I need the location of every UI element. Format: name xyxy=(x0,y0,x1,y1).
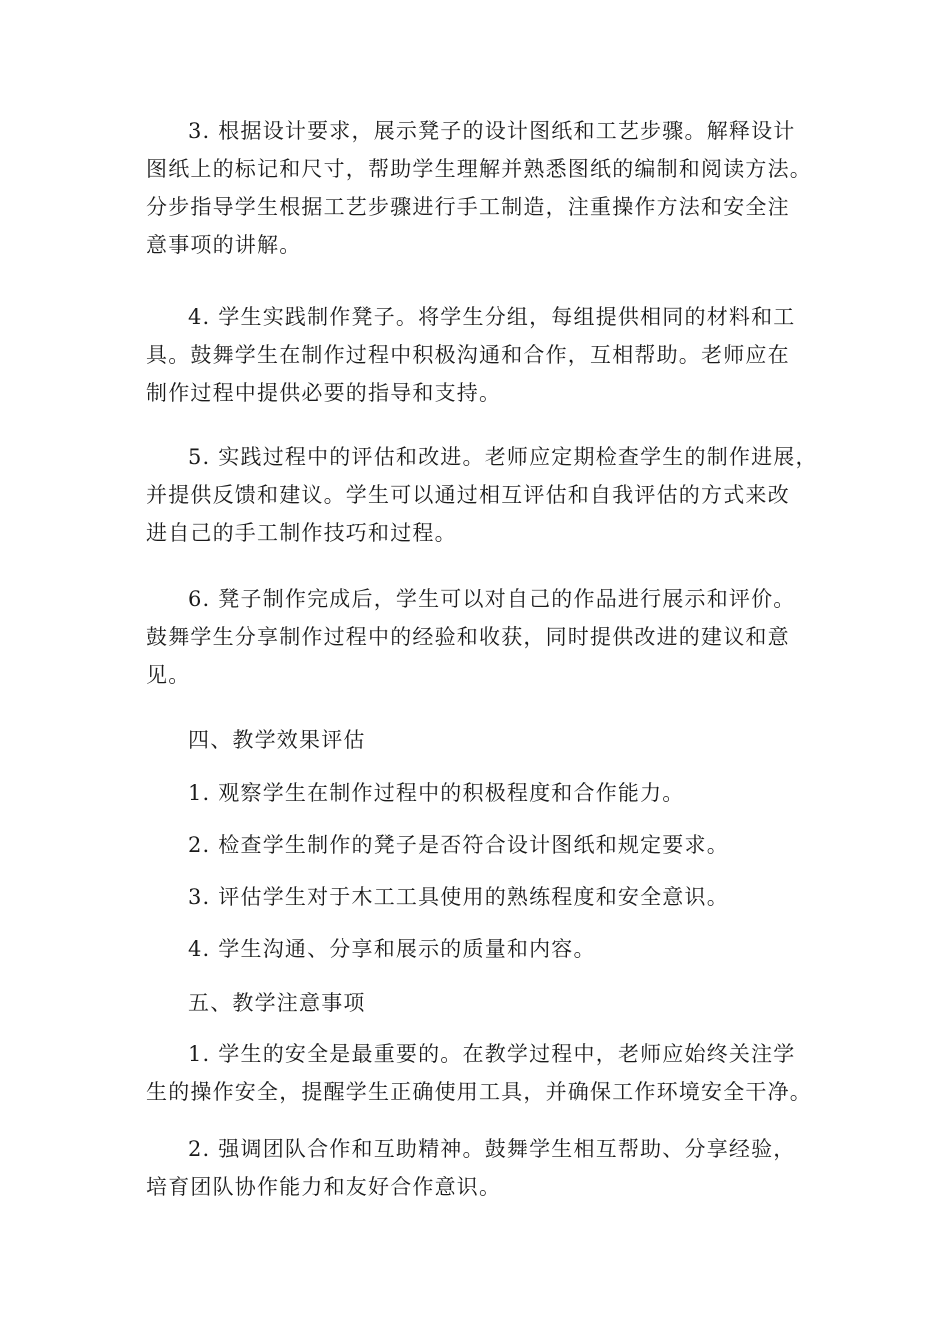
text-line: 鼓舞学生分享制作过程中的经验和收获，同时提供改进的建议和意 xyxy=(146,625,790,649)
text-line: 制作过程中提供必要的指导和支持。 xyxy=(146,381,502,405)
text-line: 分步指导学生根据工艺步骤进行手工制造，注重操作方法和安全注 xyxy=(146,195,790,219)
text-line: 生的操作安全，提醒学生正确使用工具，并确保工作环境安全干净。 xyxy=(146,1080,812,1104)
text-line: 意事项的讲解。 xyxy=(146,233,302,257)
text-line: 1. 学生的安全是最重要的。在教学过程中，老师应始终关注学 xyxy=(188,1042,796,1066)
text-line: 四、教学效果评估 xyxy=(188,728,366,752)
text-line: 6. 凳子制作完成后，学生可以对自己的作品进行展示和评价。 xyxy=(188,587,796,611)
text-line: 2. 强调团队合作和互助精神。鼓舞学生相互帮助、分享经验， xyxy=(188,1137,796,1161)
text-line: 3. 评估学生对于木工工具使用的熟练程度和安全意识。 xyxy=(188,885,729,909)
section-heading-evaluation xyxy=(146,721,810,759)
text-line: 2. 检查学生制作的凳子是否符合设计图纸和规定要求。 xyxy=(188,833,729,857)
text-line: 3. 根据设计要求，展示凳子的设计图纸和工艺步骤。解释设计 xyxy=(188,119,796,143)
evaluation-item-3 xyxy=(146,878,810,916)
text-line: 五、教学注意事项 xyxy=(188,991,366,1015)
notes-item-1 xyxy=(146,1035,810,1111)
text-line: 并提供反馈和建议。学生可以通过相互评估和自我评估的方式来改 xyxy=(146,483,790,507)
text-line: 培育团队协作能力和友好合作意识。 xyxy=(146,1175,502,1199)
evaluation-item-4 xyxy=(146,930,810,968)
text-line: 见。 xyxy=(146,663,191,687)
text-line: 5. 实践过程中的评估和改进。老师应定期检查学生的制作进展， xyxy=(188,445,818,469)
paragraph-step-3 xyxy=(146,112,810,264)
paragraph-step-5 xyxy=(146,438,818,552)
notes-item-2 xyxy=(146,1130,810,1206)
evaluation-item-1 xyxy=(146,774,810,812)
text-line: 进自己的手工制作技巧和过程。 xyxy=(146,521,457,545)
text-line: 4. 学生沟通、分享和展示的质量和内容。 xyxy=(188,937,596,961)
section-heading-notes xyxy=(146,984,810,1022)
text-line: 具。鼓舞学生在制作过程中积极沟通和合作，互相帮助。老师应在 xyxy=(146,343,790,367)
text-line: 1. 观察学生在制作过程中的积极程度和合作能力。 xyxy=(188,781,685,805)
evaluation-item-2 xyxy=(146,826,810,864)
text-line: 4. 学生实践制作凳子。将学生分组，每组提供相同的材料和工 xyxy=(188,305,796,329)
paragraph-step-6 xyxy=(146,580,810,694)
text-line: 图纸上的标记和尺寸，帮助学生理解并熟悉图纸的编制和阅读方法。 xyxy=(146,157,812,181)
paragraph-step-4 xyxy=(146,298,810,412)
